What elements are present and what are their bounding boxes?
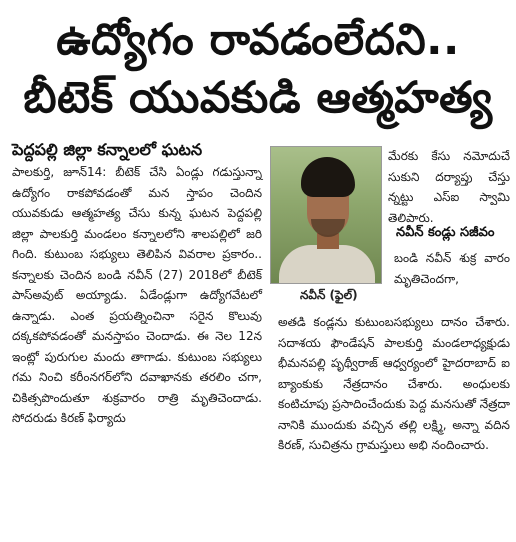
headline-line-2: బీటెక్ యువకుడి ఆత్మహత్య	[23, 73, 493, 123]
photo-caption: నవీన్ (ఫైల్)	[300, 288, 358, 302]
portrait-photo	[270, 146, 382, 284]
right-column-top	[388, 146, 510, 228]
right-subheading: నవీన్ కండ్లు సజీవం	[396, 225, 495, 240]
photo-shirt	[279, 245, 375, 284]
right-column-middle	[394, 248, 510, 289]
right-column-bottom	[278, 312, 510, 456]
subheading: పెద్దపల్లి జిల్లా కన్నాలలో ఘటన	[12, 140, 203, 159]
headline-line-1: ఉద్యోగం రావడంలేదని..	[56, 15, 460, 65]
right-top-text: మేరకు కేసు నమోదుచే సుకుని దర్యాప్తు చేస్తు న్నట్టు ఎస్‌ఐ స్వామి తెలిపారు.	[388, 149, 510, 225]
left-column	[12, 162, 262, 429]
right-mid-text: బండి నవీన్ శుక్ర వారం మృతిచెందగా,	[394, 251, 510, 286]
photo-hair	[301, 157, 355, 197]
left-column-text: పాలకుర్తి, జూన్14: బీటెక్ చేసి ఏండ్లు గడుస్తున్నా ఉద్యోగం రాకపోవడంతో మన స్తాపం చెందిన యువకుడు ఆత్మహత్య చేసు కున్న ఘటన పెద్దపల్లి జిల్లా పాలకుర్తి మండలం కన్నాలలోని శాలపల్లిలో జరి గింది. కుటుంబ సభ్యులు తెలిపిన వివరాల ప్రకారం.. కన్నాలకు చెందిన బండి నవీన్ (27) 2018లో బీటెక్ పాస్‌అవుట్ అయ్యాడు. ఏడేండ్లుగా ఉద్యోగవేటలో ఉన్నాడు. ఎంత ప్రయత్నించినా సరైన కొలువు దక్కకపోవడంతో మనస్తాపం చెందాడు. ఈ నెల 12న ఇంట్లో పురుగుల మందు తాగాడు. కుటుంబ సభ్యులు గమ నించి కరీంనగర్‌లోని దవాఖానకు తరలిం చగా, చికిత్సపొందుతూ శుక్రవారం రాత్రి మృతిచెందాడు. సోదరుడు కిరణ్ ఫిర్యాదు	[12, 165, 262, 425]
right-bottom-text: అతడి కండ్లను కుటుంబసభ్యులు దానం చేశారు. సదాశయ ఫౌండేషన్ పాలకుర్తి మండలాధ్యక్షుడు భీమనపల్లి పృథ్వీరాజ్ ఆధ్వర్యంలో హైదరాబాద్ ఐ బ్యాంకుకు నేత్రదానం చేశారు. అంధులకు కంటిచూపు ప్రసాదించేందుకు పెద్ద మనసుతో నేత్రదా నానికి ముందుకు వచ్చిన తల్లి లక్ష్మి, అన్నా వదిన కిరణ్, సుచిత్రను గ్రామస్తులు అభి నందించారు.	[278, 315, 510, 452]
